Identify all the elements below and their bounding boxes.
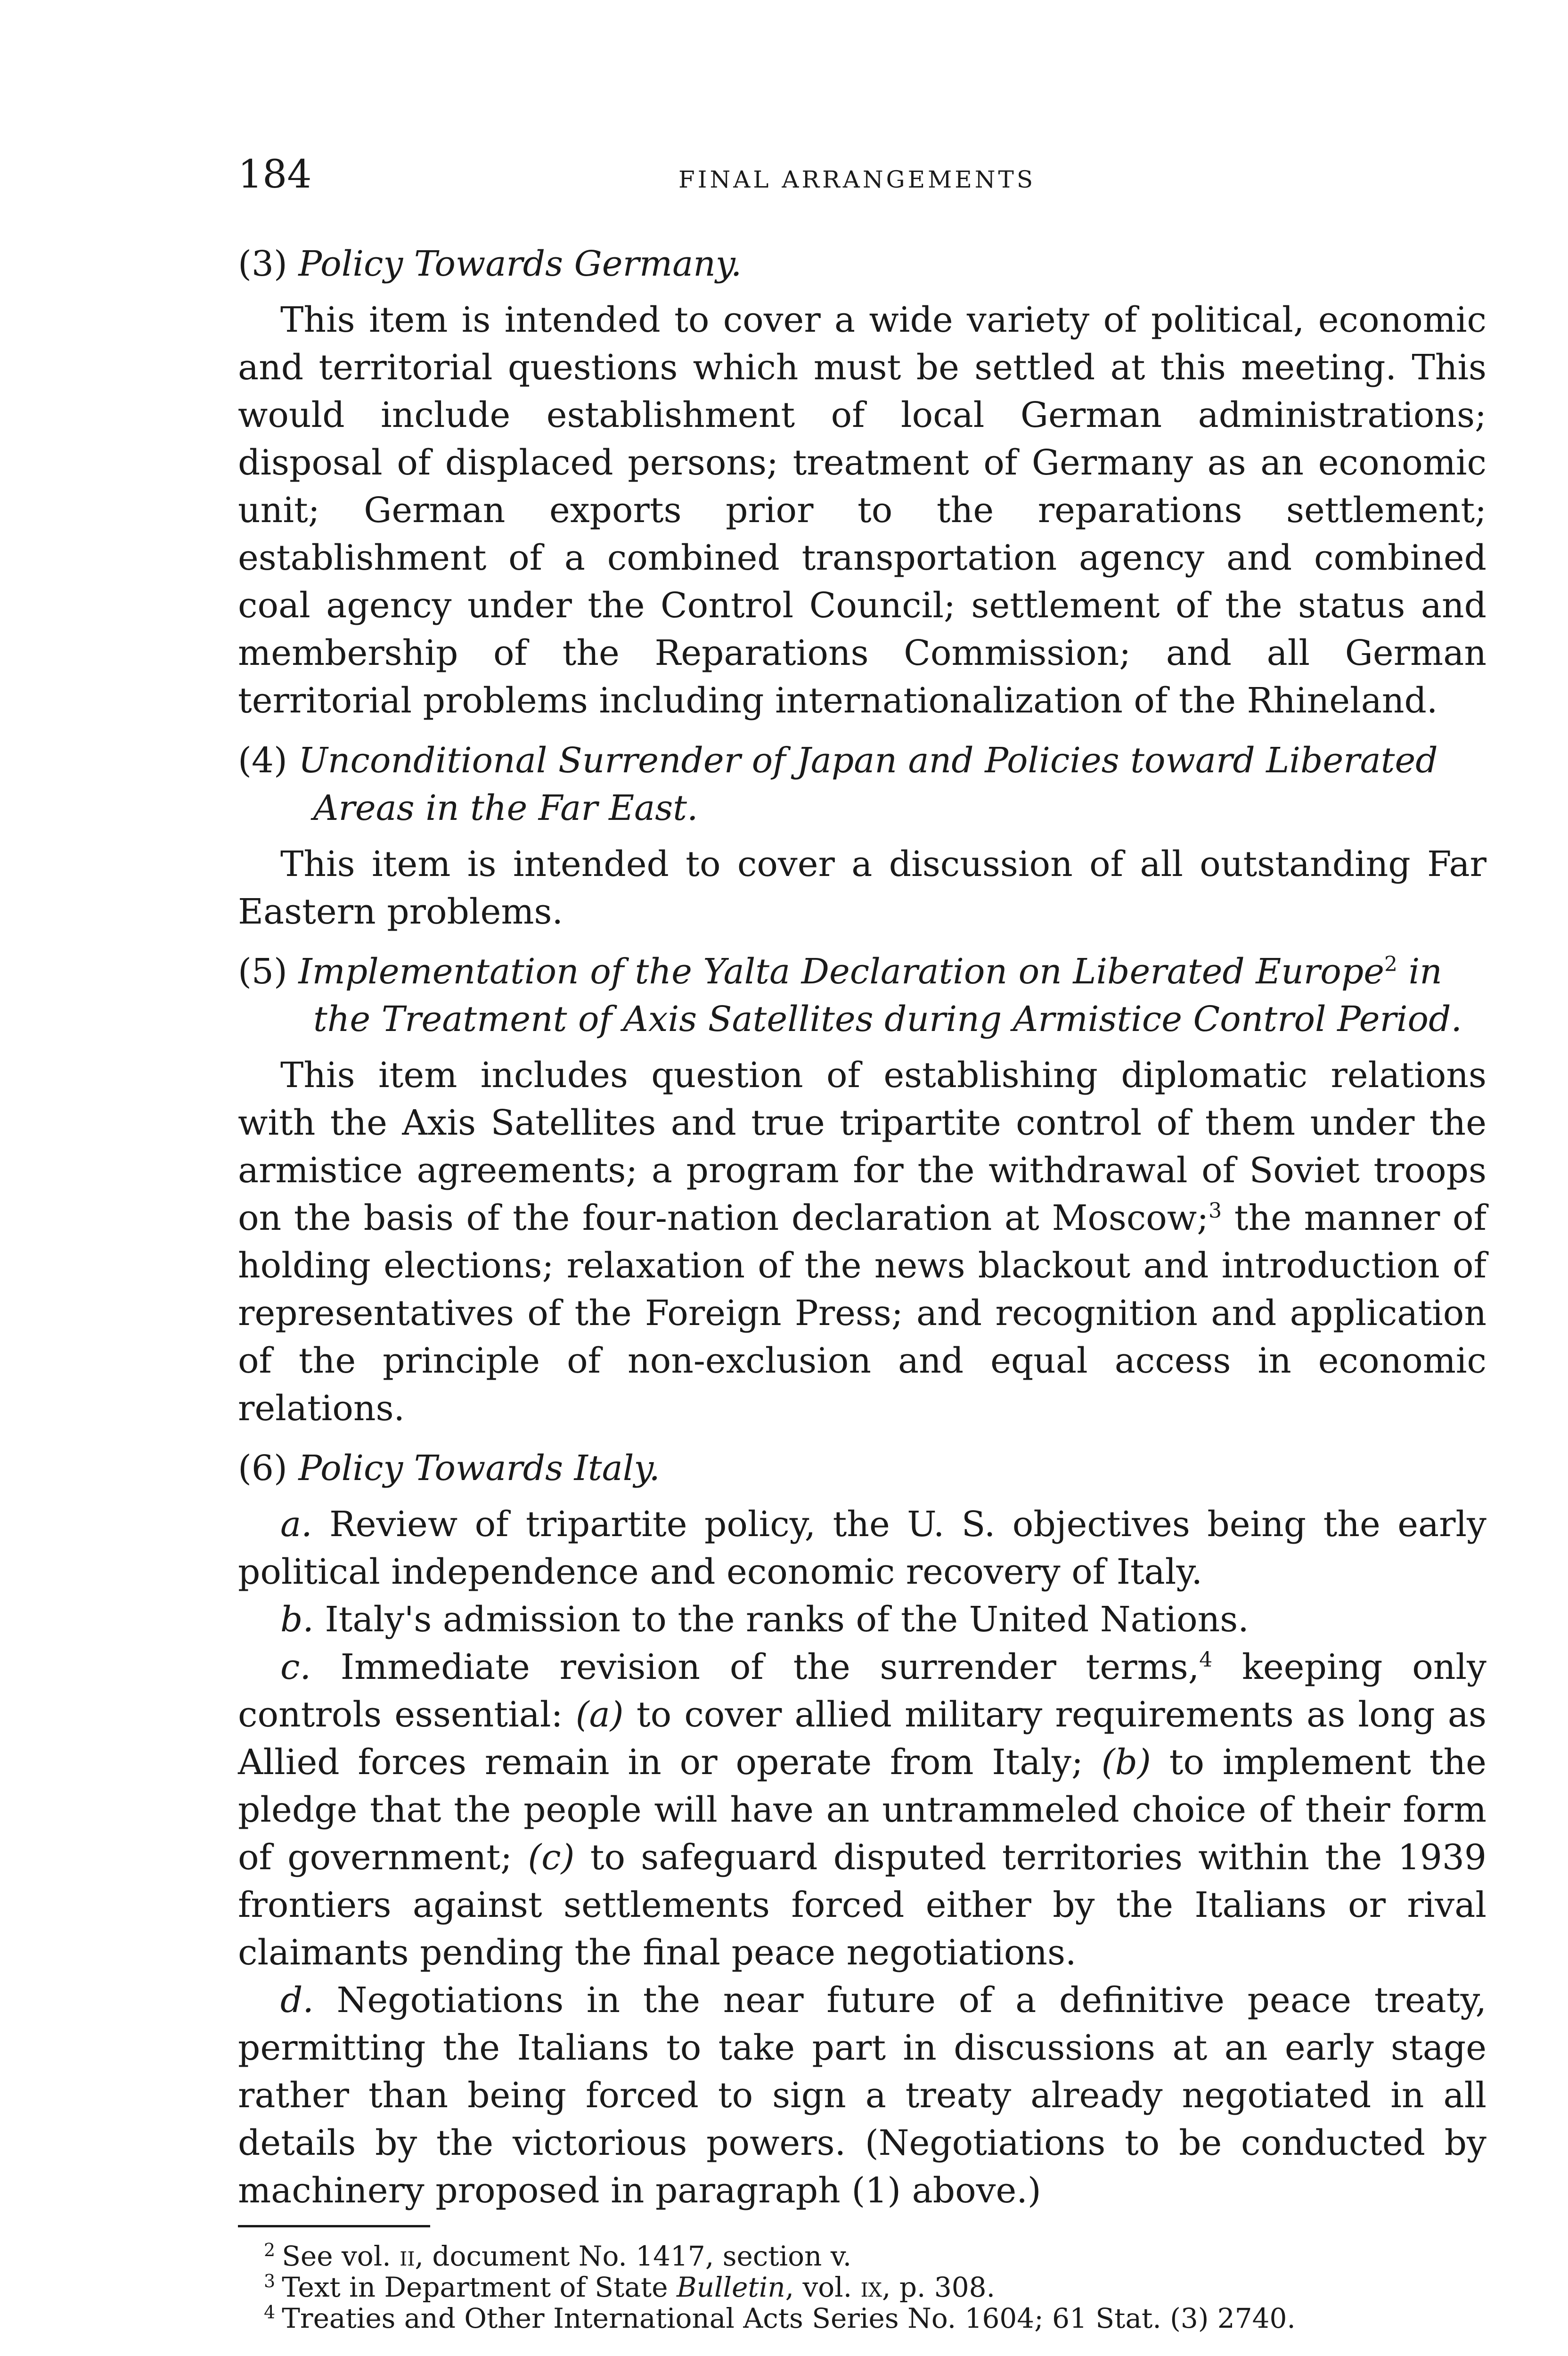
section-heading-5: [238, 948, 1486, 1043]
section-title-part1: Implementation of the Yalta Declaration on Liberated Europe: [298, 951, 1385, 992]
italy-item-a: [238, 1501, 1486, 1596]
item-text: to cover allied military requirements as long as Allied forces remain in or operate from Italy;: [238, 1694, 1486, 1783]
italy-item-b: [238, 1596, 1486, 1644]
item-text: Negotiations in the near future of a definitive peace treaty, permitting the Italians to take part in discussions at an early stage rather than being forced to sign a treaty already negotiated in all details by the victorious powers. (Negotiations to be conducted by machinery proposed in paragraph (1) above.): [238, 1980, 1486, 2211]
section-body-part1: This item includes question of establishing diplomatic relations with the Axis Satellites and true tripartite control of them under the armistice agreements; a program for the withdrawal of Soviet troops on the basis of the four-nation declaration at Moscow;: [238, 1055, 1486, 1238]
italy-item-c: [238, 1644, 1486, 1977]
footnote-ref-2: 2: [1384, 952, 1398, 976]
section-body-3: This item is intended to cover a wide variety of political, economic and territorial questions which must be settled at this meeting. This would include establishment of local German administrations; disposal of displaced persons; treatment of Germany as an economic unit; German exports prior to the reparations settlement; establishment of a combined transportation agency and combined coal agency under the Control Council; settlement of the status and membership of the Reparations Commission; and all German territorial problems including internationalization of the Rhineland.: [238, 300, 1486, 721]
section-number: (3): [238, 244, 287, 284]
section-number: (6): [238, 1448, 287, 1489]
footnote-divider: [238, 2225, 430, 2227]
section-title-part2: in the Treatment of Axis Satellites during Armistice Control Period.: [313, 951, 1462, 1039]
footnote-volume: ii: [400, 2240, 415, 2272]
item-letter: a.: [280, 1504, 312, 1545]
footnote-3: [264, 2272, 1418, 2303]
footnote-mark: 4: [264, 2302, 276, 2323]
sub-item-marker: (a): [575, 1694, 624, 1735]
item-letter: d.: [280, 1980, 314, 2021]
section-title: Unconditional Surrender of Japan and Policies toward Liberated Areas in the Far East.: [298, 740, 1438, 828]
section-title: Policy Towards Germany.: [298, 244, 742, 284]
section-heading-6: [238, 1445, 1486, 1492]
section-body-5: [238, 1052, 1486, 1432]
main-text: [238, 240, 1486, 2215]
page-number: 184: [238, 152, 312, 197]
item-text: Italy's admission to the ranks of the United Nations.: [325, 1599, 1249, 1640]
footnote-text: , document No. 1417, section v.: [415, 2240, 852, 2272]
section-number: (5): [238, 951, 287, 992]
footnote-publication: Bulletin: [677, 2271, 785, 2303]
footnote-4: [264, 2303, 1418, 2334]
italy-item-d: [238, 1977, 1486, 2215]
section-heading-3: [238, 240, 1486, 288]
footnote-text: Text in Department of State: [282, 2271, 668, 2303]
footnote-text: , vol.: [785, 2271, 852, 2303]
item-text: keeping only controls essential:: [238, 1647, 1486, 1735]
running-title: FINAL ARRANGEMENTS: [678, 166, 1036, 193]
item-text: Immediate revision of the surrender terms,: [340, 1647, 1200, 1687]
item-letter: c.: [280, 1647, 311, 1687]
section-body-part2: the manner of holding elections; relaxation of the news blackout and introduction of representatives of the Foreign Press; and recognition and application of the principle of non-exclusion and equal access in economic relations.: [238, 1198, 1487, 1429]
footnote-text: Treaties and Other International Acts Series No. 1604; 61 Stat. (3) 2740.: [282, 2302, 1296, 2334]
sub-item-marker: (b): [1101, 1742, 1151, 1783]
section-title: Policy Towards Italy.: [298, 1448, 660, 1489]
page-header: [238, 152, 1486, 212]
footnote-ref-4: 4: [1199, 1648, 1213, 1672]
footnote-volume: ix: [860, 2271, 882, 2303]
section-body-4: This item is intended to cover a discussion of all outstanding Far Eastern problems.: [238, 844, 1486, 932]
item-text: to safeguard disputed territories within the 1939 frontiers against settlements forced either by the Italians or rival claimants pending the final peace negotiations.: [238, 1837, 1486, 1973]
item-text: to implement the pledge that the people will have an untrammeled choice of their form of government;: [238, 1742, 1486, 1878]
footnote-ref-3: 3: [1209, 1199, 1222, 1223]
footnote-2: [264, 2241, 1418, 2272]
item-text: Review of tripartite policy, the U. S. objectives being the early political independence and economic recovery of Italy.: [238, 1504, 1486, 1592]
footnote-text: , p. 308.: [882, 2271, 996, 2303]
footnote-mark: 3: [264, 2271, 276, 2291]
sub-item-marker: (c): [528, 1837, 575, 1878]
footnote-mark: 2: [264, 2240, 276, 2260]
item-letter: b.: [280, 1599, 314, 1640]
footnote-text: See vol.: [282, 2240, 391, 2272]
section-number: (4): [238, 740, 287, 781]
footnotes: [264, 2241, 1418, 2334]
section-heading-4: [238, 737, 1486, 832]
